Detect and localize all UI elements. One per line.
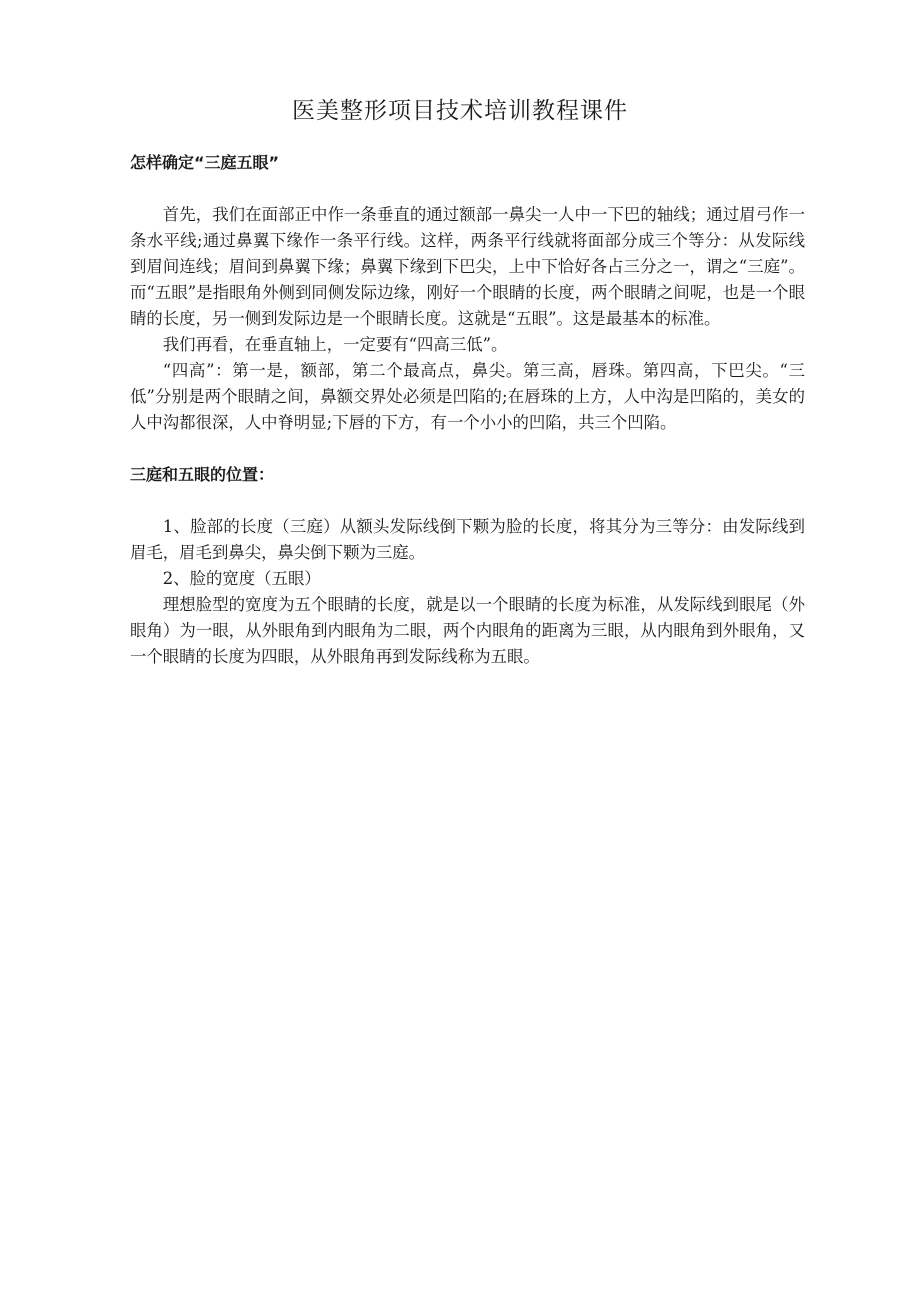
- document-title: 医美整形项目技术培训教程课件: [292, 98, 628, 124]
- paragraph-four-high-three-low: “四高”：第一是，额部，第二个最高点，鼻尖。第三高，唇珠。第四高，下巴尖。“三低”分别是两个眼睛之间，鼻额交界处必须是凹陷的;在唇珠的上方，人中沟是凹陷的，美女的人中沟都很深，人中脊明显;下唇的下方，有一个小小的凹陷，共三个凹陷。: [130, 361, 805, 432]
- section-heading-positions: 三庭和五眼的位置：: [130, 465, 275, 484]
- paragraph-face-length: 1、脸部的长度（三庭）从额头发际线倒下颗为脸的长度，将其分为三等分：由发际线到眉毛，眉毛到鼻尖，鼻尖倒下颗为三庭。: [130, 517, 805, 562]
- paragraph-face-width: 理想脸型的宽度为五个眼睛的长度，就是以一个眼睛的长度为标准，从发际线到眼尾（外眼角）为一眼，从外眼角到内眼角为二眼，两个内眼角的距离为三眼，从内眼角到外眼角，又一个眼睛的长度为四眼，从外眼角再到发际线称为五眼。: [130, 595, 805, 666]
- document-body: [130, 150, 805, 670]
- paragraph-vertical-axis: 我们再看，在垂直轴上，一定要有“四高三低”。: [162, 335, 508, 354]
- paragraph-face-width-heading: 2、脸的宽度（五眼）: [162, 569, 321, 588]
- section-heading-three-courts-five-eyes: 怎样确定“三庭五眼”: [130, 153, 280, 172]
- paragraph-intro: 首先，我们在面部正中作一条垂直的通过额部一鼻尖一人中一下巴的轴线；通过眉弓作一条水平线;通过鼻翼下缘作一条平行线。这样，两条平行线就将面部分成三个等分：从发际线到眉间连线；眉间到鼻翼下缘；鼻翼下缘到下巴尖，上中下恰好各占三分之一，谓之“三庭”。而“五眼”是指眼角外侧到同侧发际边缘，刚好一个眼睛的长度，两个眼睛之间呢，也是一个眼睛的长度，另一侧到发际边是一个眼睛长度。这就是“五眼”。这是最基本的标准。: [130, 205, 805, 328]
